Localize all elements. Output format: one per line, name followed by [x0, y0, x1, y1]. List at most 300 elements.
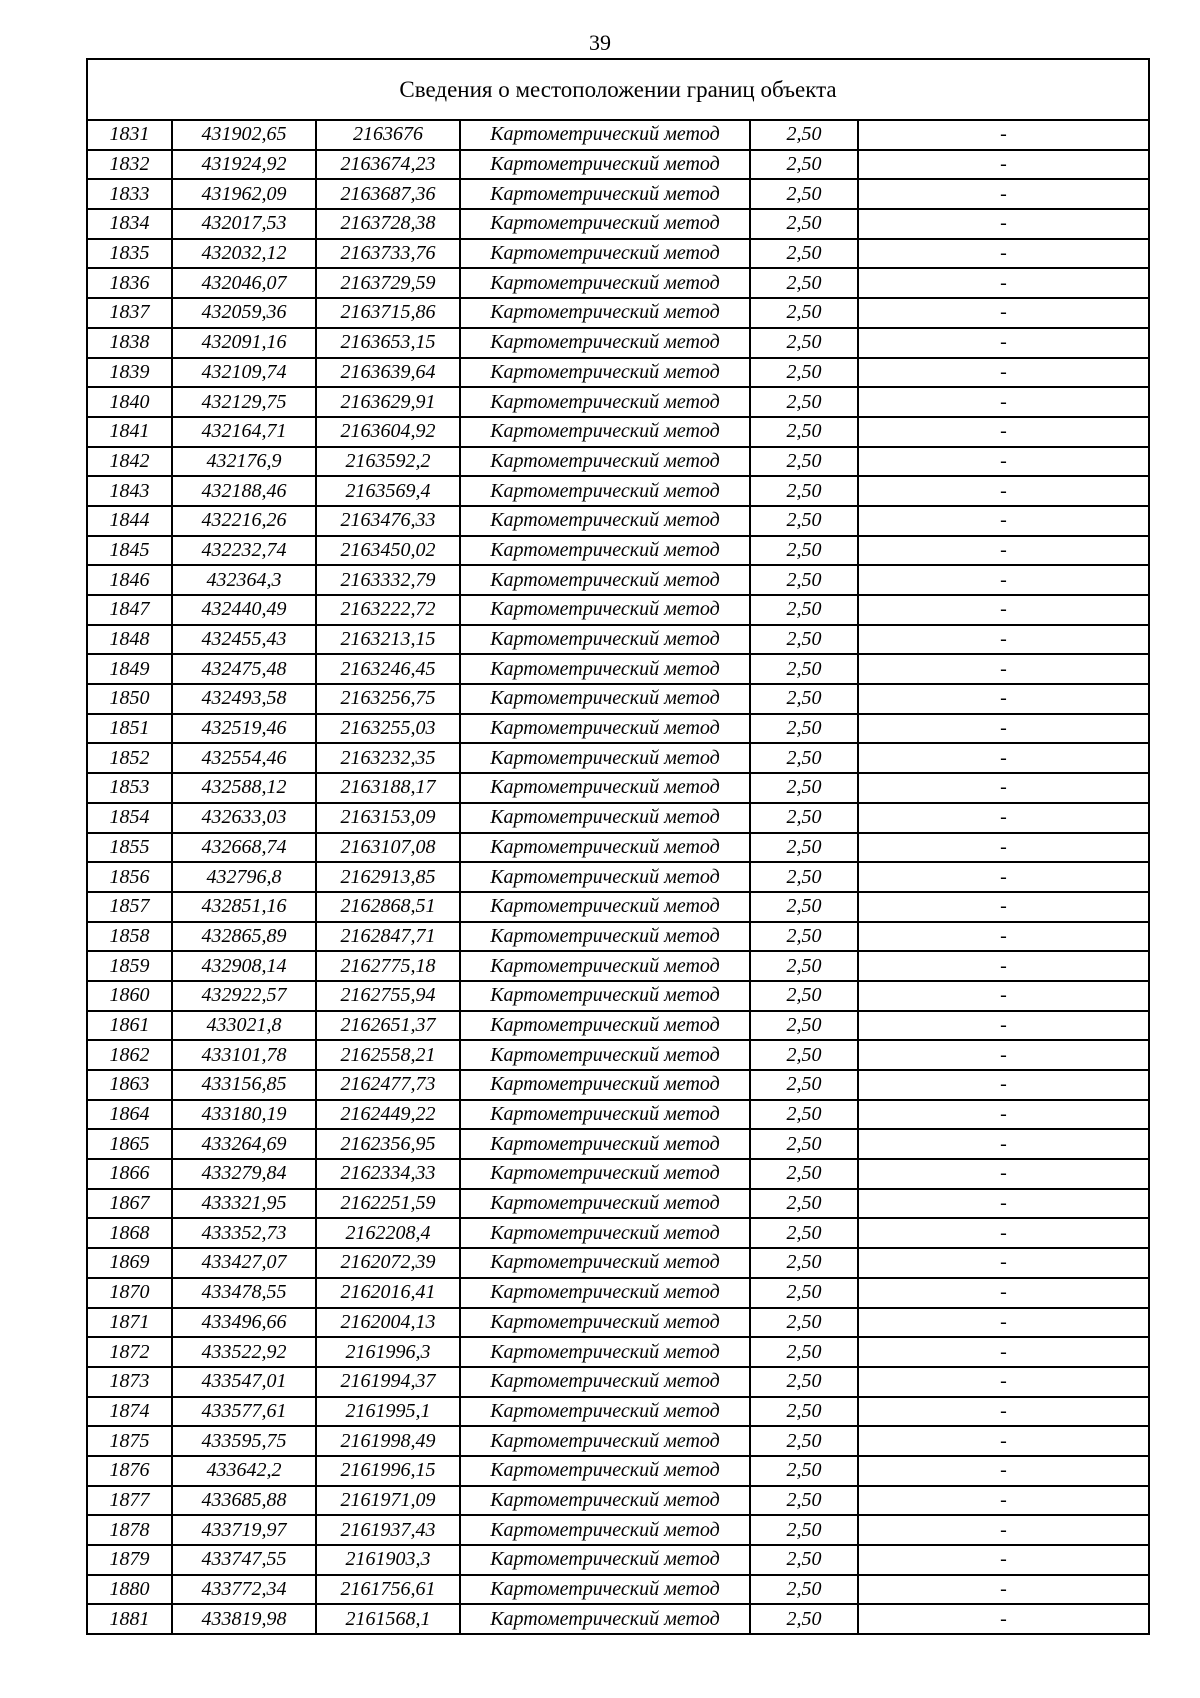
x-coordinate-cell: 432519,46 [172, 714, 316, 744]
accuracy-cell: 2,50 [750, 1218, 858, 1248]
description-cell: - [858, 1604, 1149, 1634]
y-coordinate-cell: 2162477,73 [316, 1070, 460, 1100]
y-coordinate-cell: 2163629,91 [316, 387, 460, 417]
description-cell: - [858, 773, 1149, 803]
x-coordinate-cell: 433352,73 [172, 1218, 316, 1248]
method-cell: Картометрический метод [460, 714, 750, 744]
table-row [87, 1456, 1149, 1486]
method-cell: Картометрический метод [460, 358, 750, 388]
description-cell: - [858, 1426, 1149, 1456]
y-coordinate-cell: 2161996,3 [316, 1337, 460, 1367]
method-cell: Картометрический метод [460, 239, 750, 269]
point-number-cell: 1835 [87, 239, 172, 269]
y-coordinate-cell: 2163687,36 [316, 179, 460, 209]
accuracy-cell: 2,50 [750, 447, 858, 477]
description-cell: - [858, 387, 1149, 417]
description-cell: - [858, 358, 1149, 388]
y-coordinate-cell: 2163332,79 [316, 565, 460, 595]
description-cell: - [858, 417, 1149, 447]
description-cell: - [858, 1040, 1149, 1070]
x-coordinate-cell: 432633,03 [172, 803, 316, 833]
point-number-cell: 1879 [87, 1545, 172, 1575]
y-coordinate-cell: 2163592,2 [316, 447, 460, 477]
y-coordinate-cell: 2163450,02 [316, 536, 460, 566]
method-cell: Картометрический метод [460, 328, 750, 358]
accuracy-cell: 2,50 [750, 476, 858, 506]
y-coordinate-cell: 2163222,72 [316, 595, 460, 625]
description-cell: - [858, 1070, 1149, 1100]
description-cell: - [858, 743, 1149, 773]
accuracy-cell: 2,50 [750, 1575, 858, 1605]
accuracy-cell: 2,50 [750, 1100, 858, 1130]
point-number-cell: 1861 [87, 1011, 172, 1041]
y-coordinate-cell: 2163728,38 [316, 209, 460, 239]
description-cell: - [858, 1129, 1149, 1159]
point-number-cell: 1838 [87, 328, 172, 358]
description-cell: - [858, 506, 1149, 536]
table-row [87, 1337, 1149, 1367]
y-coordinate-cell: 2163639,64 [316, 358, 460, 388]
y-coordinate-cell: 2163188,17 [316, 773, 460, 803]
description-cell: - [858, 150, 1149, 180]
description-cell: - [858, 1397, 1149, 1427]
point-number-cell: 1875 [87, 1426, 172, 1456]
description-cell: - [858, 951, 1149, 981]
x-coordinate-cell: 433101,78 [172, 1040, 316, 1070]
method-cell: Картометрический метод [460, 268, 750, 298]
table-row [87, 833, 1149, 863]
method-cell: Картометрический метод [460, 1248, 750, 1278]
description-cell: - [858, 1278, 1149, 1308]
accuracy-cell: 2,50 [750, 684, 858, 714]
point-number-cell: 1862 [87, 1040, 172, 1070]
method-cell: Картометрический метод [460, 179, 750, 209]
table-row [87, 1189, 1149, 1219]
point-number-cell: 1855 [87, 833, 172, 863]
point-number-cell: 1843 [87, 476, 172, 506]
accuracy-cell: 2,50 [750, 358, 858, 388]
table-row [87, 803, 1149, 833]
description-cell: - [858, 1100, 1149, 1130]
description-cell: - [858, 1367, 1149, 1397]
accuracy-cell: 2,50 [750, 1367, 858, 1397]
x-coordinate-cell: 433156,85 [172, 1070, 316, 1100]
y-coordinate-cell: 2162847,71 [316, 922, 460, 952]
accuracy-cell: 2,50 [750, 298, 858, 328]
table-row [87, 328, 1149, 358]
y-coordinate-cell: 2162651,37 [316, 1011, 460, 1041]
y-coordinate-cell: 2163674,23 [316, 150, 460, 180]
table-body [87, 120, 1149, 1634]
point-number-cell: 1833 [87, 179, 172, 209]
method-cell: Картометрический метод [460, 1515, 750, 1545]
point-number-cell: 1848 [87, 625, 172, 655]
x-coordinate-cell: 433279,84 [172, 1159, 316, 1189]
x-coordinate-cell: 433577,61 [172, 1397, 316, 1427]
method-cell: Картометрический метод [460, 595, 750, 625]
y-coordinate-cell: 2163653,15 [316, 328, 460, 358]
y-coordinate-cell: 2161568,1 [316, 1604, 460, 1634]
y-coordinate-cell: 2163569,4 [316, 476, 460, 506]
y-coordinate-cell: 2163476,33 [316, 506, 460, 536]
point-number-cell: 1864 [87, 1100, 172, 1130]
method-cell: Картометрический метод [460, 1426, 750, 1456]
method-cell: Картометрический метод [460, 1218, 750, 1248]
point-number-cell: 1872 [87, 1337, 172, 1367]
accuracy-cell: 2,50 [750, 565, 858, 595]
accuracy-cell: 2,50 [750, 1337, 858, 1367]
x-coordinate-cell: 433719,97 [172, 1515, 316, 1545]
table-row [87, 417, 1149, 447]
point-number-cell: 1878 [87, 1515, 172, 1545]
x-coordinate-cell: 431962,09 [172, 179, 316, 209]
y-coordinate-cell: 2162356,95 [316, 1129, 460, 1159]
description-cell: - [858, 268, 1149, 298]
table-row [87, 1278, 1149, 1308]
table-row [87, 1426, 1149, 1456]
accuracy-cell: 2,50 [750, 1308, 858, 1338]
table-row [87, 1308, 1149, 1338]
y-coordinate-cell: 2162775,18 [316, 951, 460, 981]
table-row [87, 625, 1149, 655]
table-title-row [87, 59, 1149, 120]
method-cell: Картометрический метод [460, 150, 750, 180]
y-coordinate-cell: 2163676 [316, 120, 460, 150]
point-number-cell: 1844 [87, 506, 172, 536]
table-row [87, 892, 1149, 922]
table-row [87, 120, 1149, 150]
x-coordinate-cell: 433496,66 [172, 1308, 316, 1338]
x-coordinate-cell: 433522,92 [172, 1337, 316, 1367]
accuracy-cell: 2,50 [750, 1397, 858, 1427]
description-cell: - [858, 922, 1149, 952]
method-cell: Картометрический метод [460, 417, 750, 447]
point-number-cell: 1873 [87, 1367, 172, 1397]
point-number-cell: 1832 [87, 150, 172, 180]
accuracy-cell: 2,50 [750, 1248, 858, 1278]
y-coordinate-cell: 2161998,49 [316, 1426, 460, 1456]
table-row [87, 1129, 1149, 1159]
description-cell: - [858, 684, 1149, 714]
x-coordinate-cell: 433642,2 [172, 1456, 316, 1486]
point-number-cell: 1858 [87, 922, 172, 952]
x-coordinate-cell: 433478,55 [172, 1278, 316, 1308]
method-cell: Картометрический метод [460, 773, 750, 803]
point-number-cell: 1877 [87, 1486, 172, 1516]
y-coordinate-cell: 2163256,75 [316, 684, 460, 714]
table-row [87, 1367, 1149, 1397]
accuracy-cell: 2,50 [750, 120, 858, 150]
method-cell: Картометрический метод [460, 298, 750, 328]
table-row [87, 1100, 1149, 1130]
table-row [87, 1218, 1149, 1248]
point-number-cell: 1836 [87, 268, 172, 298]
table-row [87, 1604, 1149, 1634]
description-cell: - [858, 209, 1149, 239]
table-row [87, 179, 1149, 209]
x-coordinate-cell: 432588,12 [172, 773, 316, 803]
accuracy-cell: 2,50 [750, 625, 858, 655]
method-cell: Картометрический метод [460, 1100, 750, 1130]
description-cell: - [858, 1337, 1149, 1367]
description-cell: - [858, 120, 1149, 150]
x-coordinate-cell: 432851,16 [172, 892, 316, 922]
accuracy-cell: 2,50 [750, 1011, 858, 1041]
point-number-cell: 1839 [87, 358, 172, 388]
table-row [87, 1040, 1149, 1070]
accuracy-cell: 2,50 [750, 803, 858, 833]
accuracy-cell: 2,50 [750, 239, 858, 269]
accuracy-cell: 2,50 [750, 150, 858, 180]
description-cell: - [858, 476, 1149, 506]
method-cell: Картометрический метод [460, 625, 750, 655]
point-number-cell: 1854 [87, 803, 172, 833]
x-coordinate-cell: 433747,55 [172, 1545, 316, 1575]
point-number-cell: 1850 [87, 684, 172, 714]
description-cell: - [858, 1218, 1149, 1248]
table-row [87, 150, 1149, 180]
description-cell: - [858, 1545, 1149, 1575]
method-cell: Картометрический метод [460, 1308, 750, 1338]
method-cell: Картометрический метод [460, 1545, 750, 1575]
table-row [87, 595, 1149, 625]
table-row [87, 358, 1149, 388]
method-cell: Картометрический метод [460, 1367, 750, 1397]
description-cell: - [858, 981, 1149, 1011]
description-cell: - [858, 1011, 1149, 1041]
description-cell: - [858, 862, 1149, 892]
table-row [87, 1486, 1149, 1516]
point-number-cell: 1837 [87, 298, 172, 328]
y-coordinate-cell: 2162004,13 [316, 1308, 460, 1338]
accuracy-cell: 2,50 [750, 1189, 858, 1219]
x-coordinate-cell: 432668,74 [172, 833, 316, 863]
x-coordinate-cell: 433685,88 [172, 1486, 316, 1516]
description-cell: - [858, 328, 1149, 358]
table-row [87, 1248, 1149, 1278]
x-coordinate-cell: 431924,92 [172, 150, 316, 180]
method-cell: Картометрический метод [460, 209, 750, 239]
table-row [87, 1070, 1149, 1100]
boundary-coordinates-table [86, 58, 1150, 1635]
y-coordinate-cell: 2162755,94 [316, 981, 460, 1011]
method-cell: Картометрический метод [460, 1397, 750, 1427]
accuracy-cell: 2,50 [750, 1486, 858, 1516]
y-coordinate-cell: 2163715,86 [316, 298, 460, 328]
description-cell: - [858, 803, 1149, 833]
description-cell: - [858, 1456, 1149, 1486]
y-coordinate-cell: 2162208,4 [316, 1218, 460, 1248]
point-number-cell: 1842 [87, 447, 172, 477]
table-row [87, 268, 1149, 298]
method-cell: Картометрический метод [460, 951, 750, 981]
x-coordinate-cell: 432032,12 [172, 239, 316, 269]
method-cell: Картометрический метод [460, 1070, 750, 1100]
point-number-cell: 1881 [87, 1604, 172, 1634]
point-number-cell: 1841 [87, 417, 172, 447]
accuracy-cell: 2,50 [750, 209, 858, 239]
accuracy-cell: 2,50 [750, 179, 858, 209]
table-row [87, 654, 1149, 684]
accuracy-cell: 2,50 [750, 922, 858, 952]
description-cell: - [858, 1159, 1149, 1189]
table-row [87, 387, 1149, 417]
description-cell: - [858, 536, 1149, 566]
x-coordinate-cell: 432164,71 [172, 417, 316, 447]
accuracy-cell: 2,50 [750, 1545, 858, 1575]
y-coordinate-cell: 2162449,22 [316, 1100, 460, 1130]
x-coordinate-cell: 432908,14 [172, 951, 316, 981]
method-cell: Картометрический метод [460, 743, 750, 773]
method-cell: Картометрический метод [460, 922, 750, 952]
y-coordinate-cell: 2163604,92 [316, 417, 460, 447]
y-coordinate-cell: 2162913,85 [316, 862, 460, 892]
x-coordinate-cell: 433772,34 [172, 1575, 316, 1605]
accuracy-cell: 2,50 [750, 1515, 858, 1545]
y-coordinate-cell: 2161994,37 [316, 1367, 460, 1397]
description-cell: - [858, 654, 1149, 684]
method-cell: Картометрический метод [460, 654, 750, 684]
x-coordinate-cell: 432232,74 [172, 536, 316, 566]
description-cell: - [858, 1248, 1149, 1278]
method-cell: Картометрический метод [460, 476, 750, 506]
method-cell: Картометрический метод [460, 387, 750, 417]
description-cell: - [858, 625, 1149, 655]
description-cell: - [858, 1515, 1149, 1545]
accuracy-cell: 2,50 [750, 981, 858, 1011]
method-cell: Картометрический метод [460, 862, 750, 892]
y-coordinate-cell: 2163729,59 [316, 268, 460, 298]
description-cell: - [858, 1308, 1149, 1338]
accuracy-cell: 2,50 [750, 1604, 858, 1634]
point-number-cell: 1846 [87, 565, 172, 595]
point-number-cell: 1852 [87, 743, 172, 773]
x-coordinate-cell: 433547,01 [172, 1367, 316, 1397]
accuracy-cell: 2,50 [750, 1278, 858, 1308]
x-coordinate-cell: 432493,58 [172, 684, 316, 714]
y-coordinate-cell: 2162558,21 [316, 1040, 460, 1070]
x-coordinate-cell: 433427,07 [172, 1248, 316, 1278]
page-number: 39 [589, 30, 611, 55]
point-number-cell: 1869 [87, 1248, 172, 1278]
method-cell: Картометрический метод [460, 981, 750, 1011]
y-coordinate-cell: 2163107,08 [316, 833, 460, 863]
description-cell: - [858, 239, 1149, 269]
accuracy-cell: 2,50 [750, 654, 858, 684]
table-row [87, 476, 1149, 506]
method-cell: Картометрический метод [460, 1604, 750, 1634]
table-row [87, 298, 1149, 328]
y-coordinate-cell: 2161903,3 [316, 1545, 460, 1575]
accuracy-cell: 2,50 [750, 417, 858, 447]
x-coordinate-cell: 432554,46 [172, 743, 316, 773]
table-row [87, 981, 1149, 1011]
method-cell: Картометрический метод [460, 1575, 750, 1605]
table-row [87, 951, 1149, 981]
y-coordinate-cell: 2162868,51 [316, 892, 460, 922]
y-coordinate-cell: 2163733,76 [316, 239, 460, 269]
point-number-cell: 1870 [87, 1278, 172, 1308]
x-coordinate-cell: 432091,16 [172, 328, 316, 358]
y-coordinate-cell: 2163213,15 [316, 625, 460, 655]
x-coordinate-cell: 432796,8 [172, 862, 316, 892]
point-number-cell: 1851 [87, 714, 172, 744]
table-row [87, 209, 1149, 239]
point-number-cell: 1866 [87, 1159, 172, 1189]
method-cell: Картометрический метод [460, 1337, 750, 1367]
accuracy-cell: 2,50 [750, 328, 858, 358]
x-coordinate-cell: 432059,36 [172, 298, 316, 328]
y-coordinate-cell: 2161971,09 [316, 1486, 460, 1516]
x-coordinate-cell: 432364,3 [172, 565, 316, 595]
description-cell: - [858, 892, 1149, 922]
accuracy-cell: 2,50 [750, 268, 858, 298]
method-cell: Картометрический метод [460, 892, 750, 922]
x-coordinate-cell: 433819,98 [172, 1604, 316, 1634]
description-cell: - [858, 595, 1149, 625]
x-coordinate-cell: 432109,74 [172, 358, 316, 388]
accuracy-cell: 2,50 [750, 595, 858, 625]
accuracy-cell: 2,50 [750, 1129, 858, 1159]
point-number-cell: 1857 [87, 892, 172, 922]
method-cell: Картометрический метод [460, 1189, 750, 1219]
x-coordinate-cell: 432455,43 [172, 625, 316, 655]
description-cell: - [858, 298, 1149, 328]
point-number-cell: 1876 [87, 1456, 172, 1486]
x-coordinate-cell: 432865,89 [172, 922, 316, 952]
x-coordinate-cell: 432017,53 [172, 209, 316, 239]
point-number-cell: 1845 [87, 536, 172, 566]
method-cell: Картометрический метод [460, 1456, 750, 1486]
point-number-cell: 1840 [87, 387, 172, 417]
method-cell: Картометрический метод [460, 1159, 750, 1189]
table-row [87, 565, 1149, 595]
x-coordinate-cell: 433264,69 [172, 1129, 316, 1159]
y-coordinate-cell: 2163255,03 [316, 714, 460, 744]
table-row [87, 447, 1149, 477]
description-cell: - [858, 833, 1149, 863]
accuracy-cell: 2,50 [750, 387, 858, 417]
y-coordinate-cell: 2161937,43 [316, 1515, 460, 1545]
point-number-cell: 1860 [87, 981, 172, 1011]
table-row [87, 506, 1149, 536]
method-cell: Картометрический метод [460, 506, 750, 536]
method-cell: Картометрический метод [460, 1278, 750, 1308]
method-cell: Картометрический метод [460, 803, 750, 833]
accuracy-cell: 2,50 [750, 743, 858, 773]
accuracy-cell: 2,50 [750, 892, 858, 922]
description-cell: - [858, 1189, 1149, 1219]
method-cell: Картометрический метод [460, 1486, 750, 1516]
table-row [87, 1575, 1149, 1605]
x-coordinate-cell: 432922,57 [172, 981, 316, 1011]
y-coordinate-cell: 2163232,35 [316, 743, 460, 773]
table-row [87, 536, 1149, 566]
x-coordinate-cell: 432188,46 [172, 476, 316, 506]
accuracy-cell: 2,50 [750, 506, 858, 536]
table-row [87, 862, 1149, 892]
method-cell: Картометрический метод [460, 1040, 750, 1070]
x-coordinate-cell: 433021,8 [172, 1011, 316, 1041]
table-row [87, 684, 1149, 714]
point-number-cell: 1831 [87, 120, 172, 150]
x-coordinate-cell: 432475,48 [172, 654, 316, 684]
point-number-cell: 1859 [87, 951, 172, 981]
accuracy-cell: 2,50 [750, 1159, 858, 1189]
method-cell: Картометрический метод [460, 1011, 750, 1041]
description-cell: - [858, 1486, 1149, 1516]
table-row [87, 714, 1149, 744]
